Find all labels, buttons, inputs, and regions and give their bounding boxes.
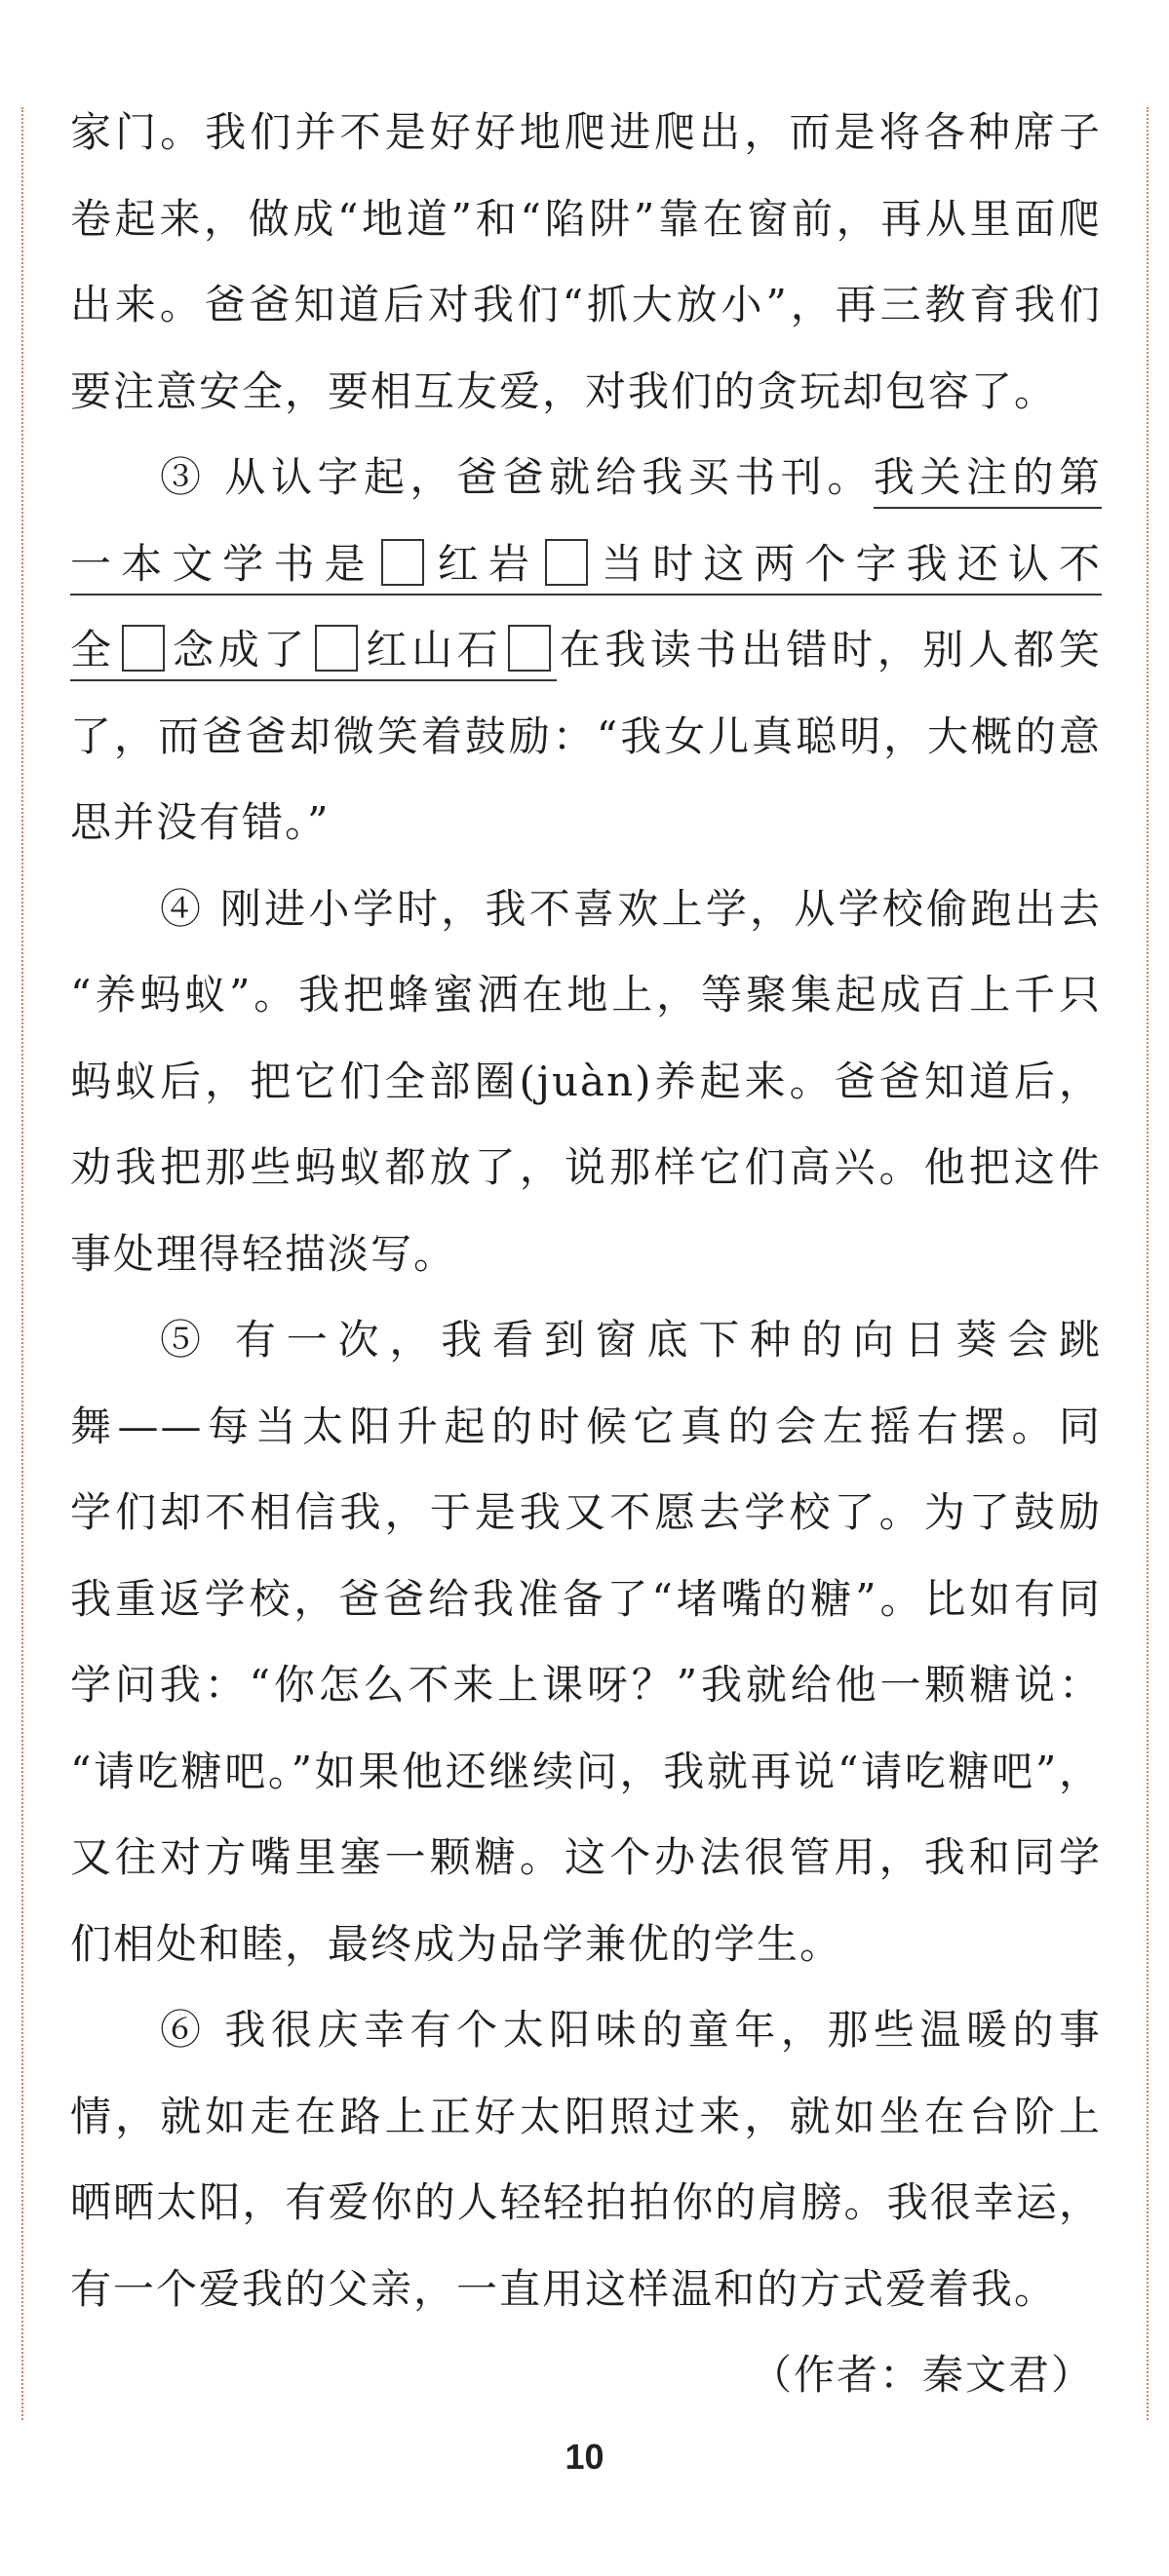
punctuation-answer-box[interactable] <box>381 539 424 586</box>
right-margin-dotted-line <box>1147 107 1149 2420</box>
text-line: 家门。我们并不是好好地爬进爬出，而是将各种席子 <box>70 108 1102 156</box>
text-line: 我重返学校，爸爸给我准备了“堵嘴的糖”。比如有同 <box>70 1574 1102 1623</box>
text-line: 晒晒太阳，有爱你的人轻轻拍拍你的肩膀。我很幸运， <box>70 2178 1102 2226</box>
text-line: “养蚂蚁”。我把蜂蜜洒在地上，等聚集起成百上千只 <box>70 971 1102 1019</box>
punctuation-answer-box[interactable] <box>122 625 165 672</box>
text-segment: 念成了 <box>170 626 309 673</box>
text-line <box>70 521 1102 608</box>
text-segment: 红岩 <box>429 539 539 588</box>
text-segment: 全 <box>70 626 116 673</box>
text-segment: 在我读书出错时，别人都笑 <box>557 626 1102 673</box>
text-line: 事处理得轻描淡写。 <box>70 1229 457 1278</box>
text-line: 舞——每当太阳升起的时候它真的会左摇右摆。同 <box>70 1402 1102 1450</box>
text-line <box>70 435 1102 521</box>
underlined-sentence <box>70 540 1102 596</box>
article-text <box>70 90 1102 2419</box>
punctuation-answer-box[interactable] <box>545 539 588 586</box>
left-margin-dotted-line <box>21 107 23 2420</box>
text-line: 情，就如走在路上正好太阳照过来，就如坐在台阶上 <box>70 2092 1102 2140</box>
text-line: 卷起来，做成“地道”和“陷阱”靠在窗前，再从里面爬 <box>70 194 1102 243</box>
underlined-sentence <box>70 626 557 681</box>
text-line: 有一个爱我的父亲，一直用这样温和的方式爱着我。 <box>70 2264 1058 2313</box>
author-credit: （作者：秦文君） <box>750 2351 1094 2399</box>
text-segment: 一本文学书是 <box>70 539 375 588</box>
text-line: 出来。爸爸知道后对我们“抓大放小”，再三教育我们 <box>70 281 1102 328</box>
text-line: 思并没有错。” <box>70 798 331 846</box>
text-line: “请吃糖吧。”如果他还继续问，我就再说“请吃糖吧”， <box>70 1747 1102 1795</box>
text-line <box>70 607 1102 694</box>
punctuation-answer-box[interactable] <box>508 625 551 672</box>
text-line: 蚂蚁后，把它们全部圈(juàn)养起来。爸爸知道后， <box>70 1057 1102 1105</box>
text-line: 们相处和睦，最终成为品学兼优的学生。 <box>70 1919 843 1968</box>
text-line: 又往对方嘴里塞一颗糖。这个办法很管用，我和同学 <box>70 1833 1102 1881</box>
page-number: 10 <box>565 2437 604 2477</box>
text-line: 了，而爸爸却微笑着鼓励：“我女儿真聪明，大概的意 <box>70 711 1102 760</box>
text-segment: 当时这两个字我还认不 <box>593 539 1102 588</box>
text-segment: ③ 从认字起，爸爸就给我买书刊。 <box>160 453 874 501</box>
punctuation-answer-box[interactable] <box>315 625 358 672</box>
text-line: ④ 刚进小学时，我不喜欢上学，从学校偷跑出去 <box>160 884 1102 933</box>
text-line: 要注意安全，要相互友爱，对我们的贪玩却包容了。 <box>70 366 1058 415</box>
text-line: 劝我把那些蚂蚁都放了，说那样它们高兴。他把这件 <box>70 1143 1102 1191</box>
text-line: 学问我：“你怎么不来上课呀？”我就给他一颗糖说： <box>70 1661 1102 1709</box>
text-segment: 红山石 <box>363 626 503 673</box>
underlined-sentence: 我关注的第 <box>874 453 1102 509</box>
text-line: 学们却不相信我，于是我又不愿去学校了。为了鼓励 <box>70 1488 1102 1536</box>
text-line: ⑤ 有一次，我看到窗底下种的向日葵会跳 <box>160 1316 1102 1364</box>
text-line: ⑥ 我很庆幸有个太阳味的童年，那些温暖的事 <box>160 2006 1102 2054</box>
